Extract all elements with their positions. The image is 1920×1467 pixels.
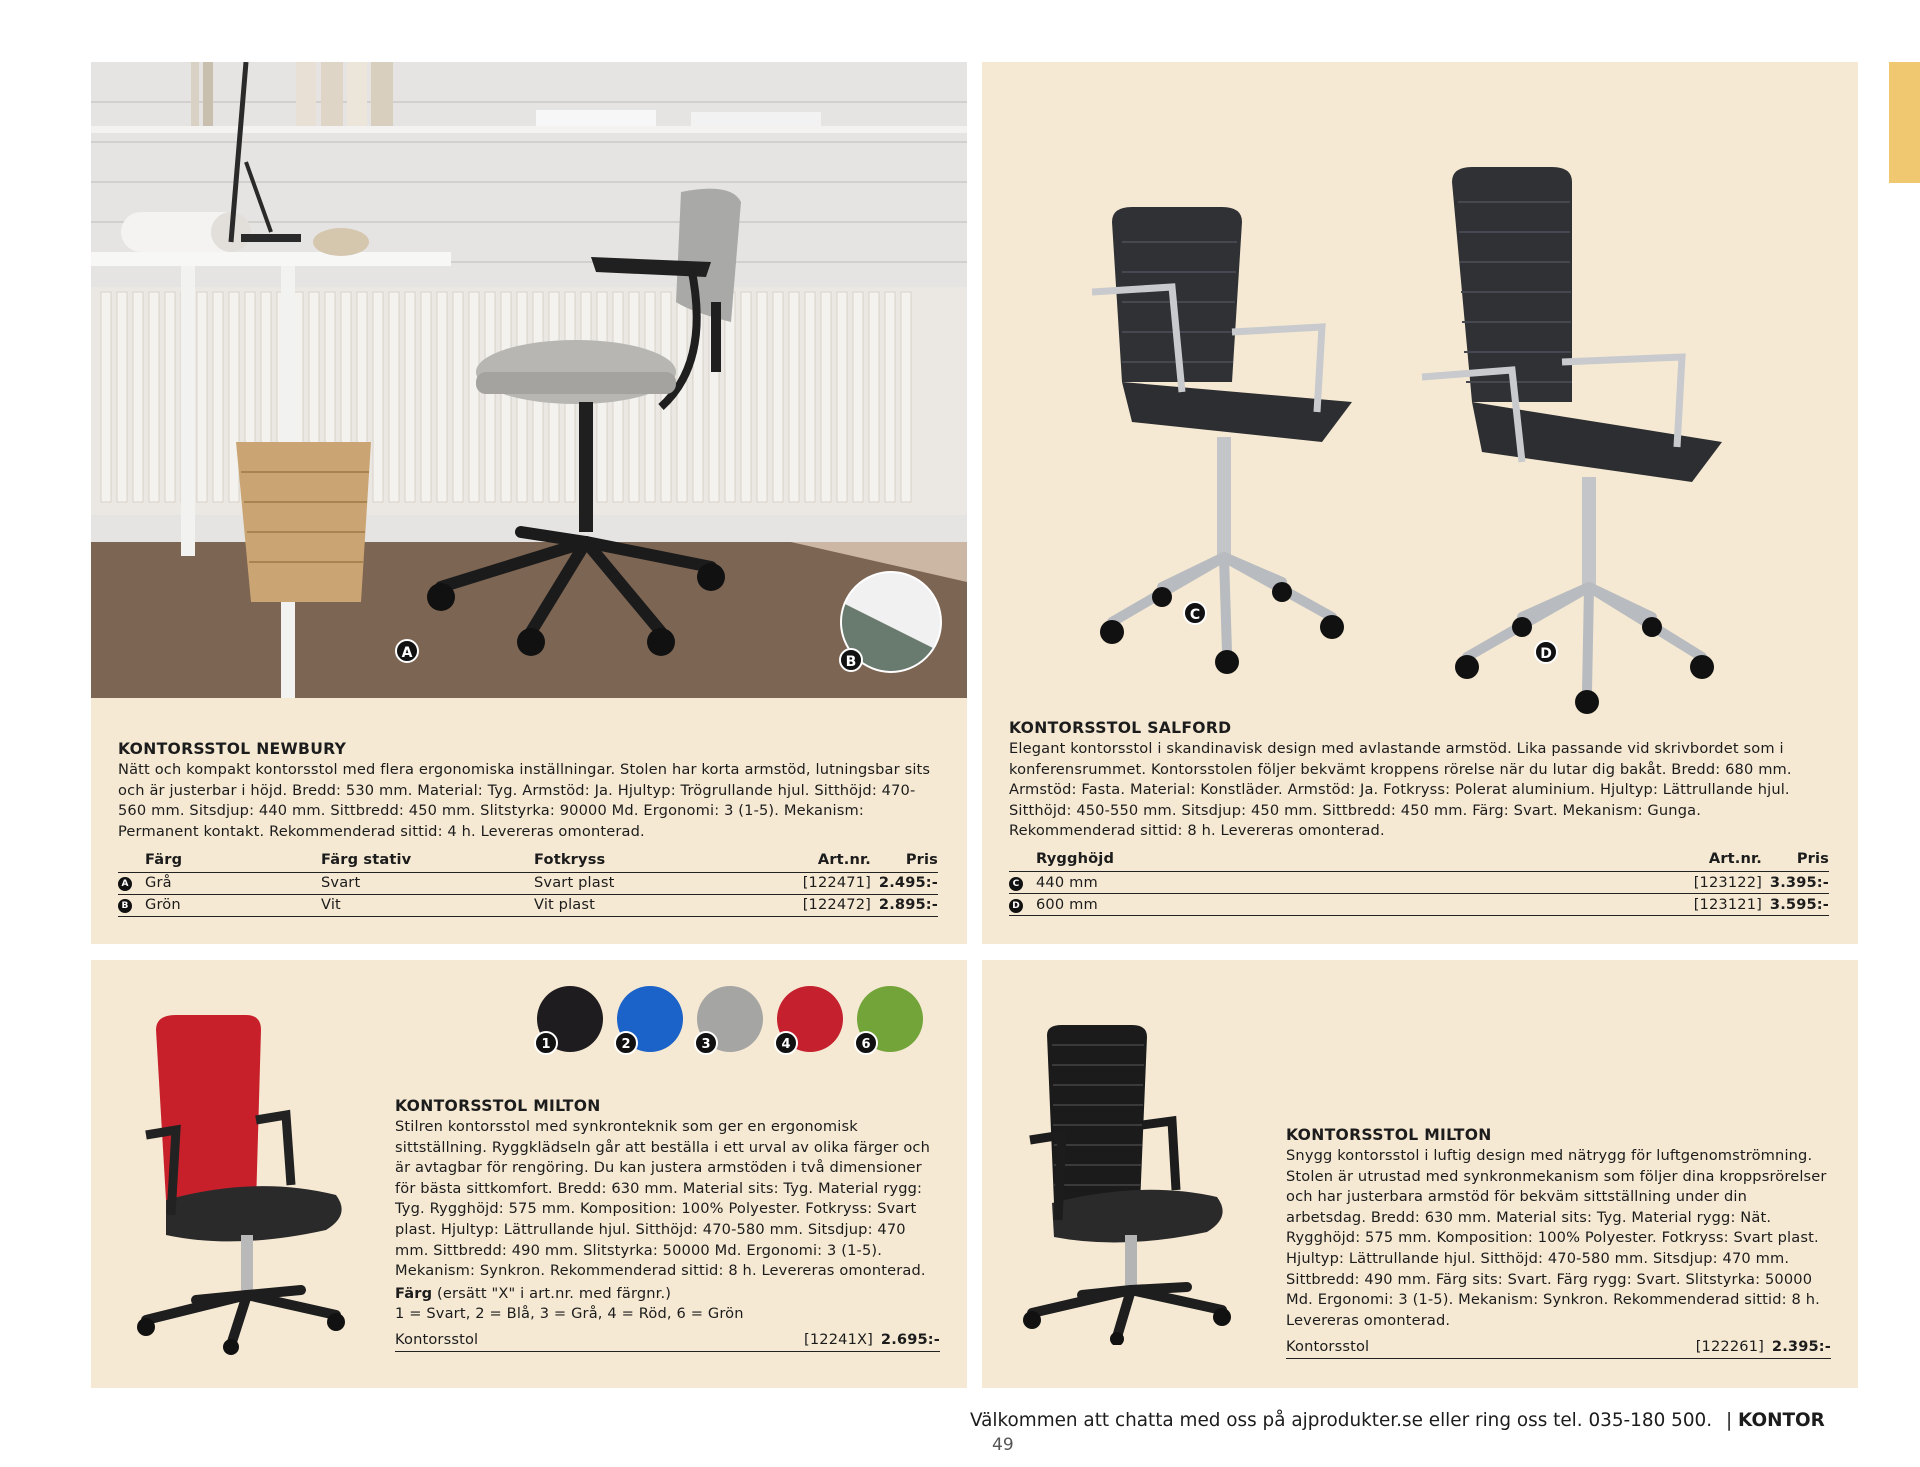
milton1-info bbox=[395, 1096, 940, 1352]
table-row bbox=[1009, 872, 1829, 894]
product-title: KONTORSSTOL NEWBURY bbox=[118, 740, 347, 758]
color-list: 1 = Svart, 2 = Blå, 3 = Grå, 4 = Röd, 6 = Grön bbox=[395, 1305, 744, 1323]
col-header: Art.nr. bbox=[1652, 849, 1762, 872]
cell: 440 mm bbox=[1036, 873, 1098, 891]
footer-contact-text: Välkommen att chatta med oss på ajprodukter.se eller ring oss tel. 035-180 500. bbox=[970, 1410, 1713, 1431]
row-key-badge: B bbox=[118, 899, 132, 913]
table-header-row bbox=[118, 849, 938, 872]
col-header: Fotkryss bbox=[534, 849, 761, 872]
article-number: [123121] bbox=[1652, 894, 1762, 916]
cell: Kontorsstol bbox=[1286, 1336, 1654, 1358]
cell: Vit plast bbox=[534, 894, 761, 916]
office-room-illustration bbox=[91, 62, 967, 698]
table-header-row bbox=[1009, 849, 1829, 872]
color-label: Färg bbox=[395, 1284, 433, 1302]
price: 3.395:- bbox=[1762, 872, 1829, 894]
table-row bbox=[1009, 894, 1829, 916]
price: 2.395:- bbox=[1764, 1336, 1831, 1358]
article-number: [123122] bbox=[1652, 872, 1762, 894]
price: 3.595:- bbox=[1762, 894, 1829, 916]
section-tab-marker bbox=[1889, 62, 1920, 183]
spec-table bbox=[1009, 849, 1829, 917]
product-description: Snygg kontorsstol i luftig design med nätrygg för luftgenomströmning. Stolen är utrustad med synkronmekanism som följer dina kroppsrörelser och har justerbara armstöd för bekväm sittställning under din arbetsdag. Bredd: 630 mm. Material sits: Tyg. Material rygg: Nät. Rygghöjd: 575 mm. Komposition: 100% Polyester. Fotkryss: Svart plast. Hjultyp: Lättrullande hjul. Sitthöjd: 470-580 mm. Sitsdjup: 470 mm. Sittbredd: 490 mm. Färg sits: Svart. Färg rygg: Svart. Slitstyrka: 50000 Md. Ergonomi: 3 (1-5). Mekanism: Synkron. Rekommenderad sittid: 8 h. Levereras omonterad. bbox=[1286, 1147, 1827, 1329]
salford-info bbox=[1009, 718, 1829, 916]
variant-badge-c: C bbox=[1183, 601, 1207, 625]
footer-divider: | bbox=[1725, 1410, 1733, 1431]
milton-red-chair-illustration bbox=[136, 1015, 376, 1355]
cell: Svart plast bbox=[534, 872, 761, 894]
product-milton-mesh bbox=[982, 960, 1858, 1388]
page-number: 49 bbox=[992, 1435, 1014, 1455]
price: 2.895:- bbox=[871, 894, 938, 916]
col-header: Art.nr. bbox=[761, 849, 871, 872]
row-key-badge: A bbox=[118, 877, 132, 891]
variant-badge-b: B bbox=[839, 648, 863, 672]
variant-badge-d: D bbox=[1534, 640, 1558, 664]
table-row bbox=[118, 872, 938, 894]
product-description: Elegant kontorsstol i skandinavisk design med avlastande armstöd. Lika passande vid skrivbordet som i konferensrummet. Kontorsstolen följer bekvämt kroppens rörelse när du lutar dig bakåt. Bredd: 680 mm. Armstöd: Fasta. Material: Konstläder. Armstöd: Ja. Fotkryss: Polerat aluminium. Hjultyp: Lättrullande hjul. Sitthöjd: 450-550 mm. Sitsdjup: 450 mm. Sittbredd: 450 mm. Färg: Svart. Mekanism: Gunga. Rekommenderad sittid: 8 h. Levereras omonterad. bbox=[1009, 740, 1792, 840]
spec-table bbox=[1286, 1336, 1831, 1359]
swatch-blue bbox=[617, 986, 683, 1052]
swatch-number: 6 bbox=[854, 1031, 878, 1055]
swatch-number: 2 bbox=[614, 1031, 638, 1055]
product-description: Stilren kontorsstol med synkronteknik som ger en ergonomisk sittställning. Ryggklädseln går att beställa i ett urval av olika färger och är avtagbar för rengöring. Du kan justera armstöden i två dimensioner för bästa sittkomfort. Bredd: 630 mm. Material sits: Tyg. Material rygg: Tyg. Rygghöjd: 575 mm. Komposition: 100% Polyester. Fotkryss: Svart plast. Hjultyp: Lättrullande hjul. Sitthöjd: 470-580 mm. Sitsdjup: 470 mm. Sittbredd: 490 mm. Slitstyrka: 50000 Md. Ergonomi: 3 (1-5). Mekanism: Synkron. Rekommenderad sittid: 8 h. Levereras omonterad. bbox=[395, 1118, 931, 1280]
cell: 600 mm bbox=[1036, 895, 1098, 913]
newbury-info bbox=[118, 739, 938, 917]
product-title: KONTORSSTOL SALFORD bbox=[1009, 719, 1232, 737]
swatch-number: 4 bbox=[774, 1031, 798, 1055]
color-note-text: (ersätt "X" i art.nr. med färgnr.) bbox=[437, 1284, 672, 1302]
footer-section: KONTOR bbox=[1738, 1410, 1825, 1431]
swatch-number: 1 bbox=[534, 1031, 558, 1055]
swatch-grey bbox=[697, 986, 763, 1052]
cell: Grön bbox=[145, 896, 181, 914]
col-header: Färg bbox=[118, 849, 321, 872]
cell: Grå bbox=[145, 874, 172, 892]
row-key-badge: D bbox=[1009, 899, 1023, 913]
table-row bbox=[118, 894, 938, 916]
price: 2.695:- bbox=[873, 1330, 940, 1352]
swatch-red bbox=[777, 986, 843, 1052]
newbury-room-photo bbox=[91, 62, 967, 698]
col-header: Pris bbox=[1762, 849, 1829, 872]
product-salford bbox=[982, 62, 1858, 944]
swatch-black bbox=[537, 986, 603, 1052]
article-number: [122471] bbox=[761, 872, 871, 894]
product-title: KONTORSSTOL MILTON bbox=[1286, 1126, 1492, 1144]
article-number: [122472] bbox=[761, 894, 871, 916]
article-number: [12241X] bbox=[763, 1330, 873, 1352]
cell: Kontorsstol bbox=[395, 1330, 763, 1352]
table-row bbox=[395, 1330, 940, 1352]
col-header: Pris bbox=[871, 849, 938, 872]
article-number: [122261] bbox=[1654, 1336, 1764, 1358]
swatch-number: 3 bbox=[694, 1031, 718, 1055]
product-newbury bbox=[91, 62, 967, 944]
spec-table bbox=[395, 1330, 940, 1353]
swatch-green bbox=[857, 986, 923, 1052]
cell: Svart bbox=[321, 872, 534, 894]
price: 2.495:- bbox=[871, 872, 938, 894]
color-note bbox=[395, 1284, 940, 1305]
salford-chairs-illustration bbox=[1092, 112, 1772, 732]
milton2-info bbox=[1286, 1125, 1831, 1359]
table-row bbox=[1286, 1336, 1831, 1358]
variant-badge-a: A bbox=[395, 639, 419, 663]
product-description: Nätt och kompakt kontorsstol med flera ergonomiska inställningar. Stolen har korta armstöd, lutningsbar sits och är justerbar i höjd. Bredd: 530 mm. Material: Tyg. Armstöd: Ja. Hjultyp: Trögrullande hjul. Sitthöjd: 470-560 mm. Sitsdjup: 440 mm. Sittbredd: 450 mm. Slitstyrka: 90000 Md. Ergonomi: 3 (1-5). Mekanism: Permanent kontakt. Rekommenderad sittid: 4 h. Levereras omonterad. bbox=[118, 761, 931, 840]
cell: Vit bbox=[321, 894, 534, 916]
col-header: Färg stativ bbox=[321, 849, 534, 872]
spec-table bbox=[118, 849, 938, 917]
milton-mesh-chair-illustration bbox=[1022, 1025, 1252, 1345]
row-key-badge: C bbox=[1009, 877, 1023, 891]
product-milton-fabric bbox=[91, 960, 967, 1388]
page-footer bbox=[970, 1409, 1860, 1457]
col-header: Rygghöjd bbox=[1009, 849, 1652, 872]
product-title: KONTORSSTOL MILTON bbox=[395, 1097, 601, 1115]
